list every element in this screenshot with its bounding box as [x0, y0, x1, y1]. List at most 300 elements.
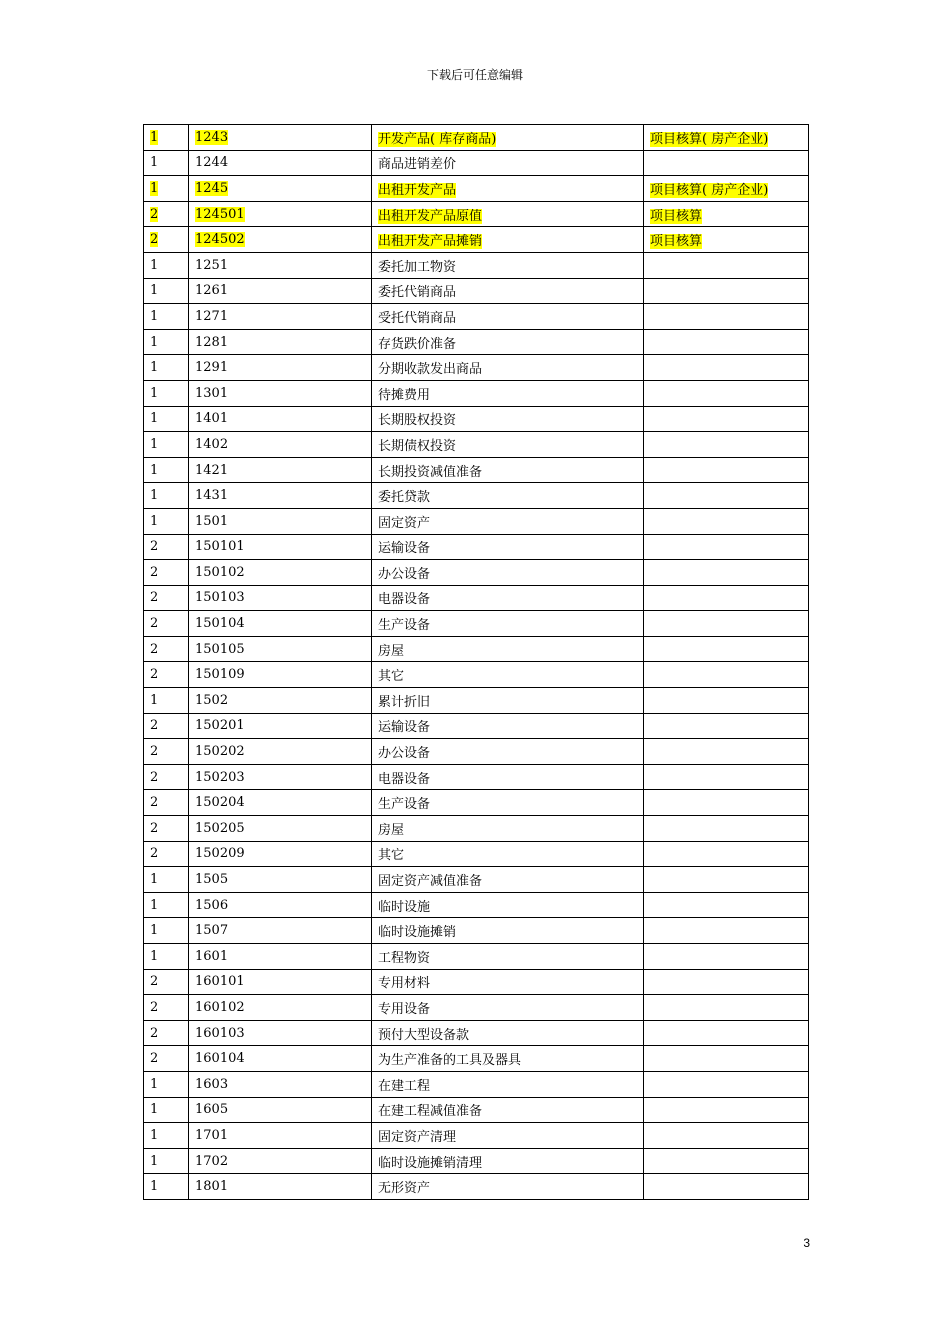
account-note-cell: [644, 329, 809, 355]
account-code-cell: [189, 713, 372, 739]
table-row: [144, 841, 809, 867]
account-code-cell: [189, 867, 372, 893]
table-row: [144, 1123, 809, 1149]
account-level-cell: [144, 483, 189, 509]
table-row: [144, 892, 809, 918]
account-code: 1603: [195, 1076, 229, 1092]
table-row: [144, 1020, 809, 1046]
table-row: [144, 918, 809, 944]
account-level-cell: [144, 304, 189, 330]
account-level-cell: [144, 1123, 189, 1149]
account-code-cell: [189, 201, 372, 227]
account-name-cell: [372, 329, 644, 355]
account-level: 1: [150, 283, 159, 299]
account-note-cell: [644, 1020, 809, 1046]
account-name: 房屋: [378, 643, 405, 659]
account-level: 2: [150, 1051, 159, 1067]
account-code-cell: [189, 483, 372, 509]
account-code: 150202: [195, 744, 245, 760]
account-code: 1301: [195, 385, 229, 401]
account-note-cell: [644, 1097, 809, 1123]
page-number: 3: [803, 1236, 810, 1250]
account-code: 124501: [195, 206, 245, 222]
account-name: 出租开发产品摊销: [378, 234, 483, 250]
account-code-cell: [189, 1148, 372, 1174]
account-level-cell: [144, 585, 189, 611]
table-row: [144, 355, 809, 381]
account-level-cell: [144, 918, 189, 944]
account-name: 固定资产: [378, 515, 431, 531]
account-name-cell: [372, 713, 644, 739]
account-name-cell: [372, 150, 644, 176]
account-level-cell: [144, 227, 189, 253]
account-name-cell: [372, 534, 644, 560]
account-level: 2: [150, 667, 159, 683]
account-name: 受托代销商品: [378, 310, 457, 326]
account-code: 150101: [195, 539, 245, 555]
account-name: 待摊费用: [378, 387, 431, 403]
account-name: 出租开发产品原值: [378, 208, 483, 224]
account-name: 委托贷款: [378, 490, 431, 506]
account-code: 1401: [195, 411, 229, 427]
account-code-cell: [189, 892, 372, 918]
account-note-cell: [644, 1148, 809, 1174]
account-code-cell: [189, 432, 372, 458]
account-note-cell: [644, 483, 809, 509]
account-code-cell: [189, 406, 372, 432]
account-code: 1701: [195, 1127, 229, 1143]
account-note-cell: [644, 227, 809, 253]
account-note-cell: [644, 636, 809, 662]
account-note: 项目核算( 房产企业): [650, 131, 769, 147]
account-name: 出租开发产品: [378, 182, 457, 198]
account-name: 开发产品( 库存商品): [378, 131, 497, 147]
account-code: 1502: [195, 692, 229, 708]
account-level: 1: [150, 360, 159, 376]
table-row: [144, 252, 809, 278]
account-name: 委托代销商品: [378, 285, 457, 301]
account-code-cell: [189, 1046, 372, 1072]
account-name: 运输设备: [378, 720, 431, 736]
account-name-cell: [372, 201, 644, 227]
account-code-cell: [189, 508, 372, 534]
account-code-cell: [189, 1123, 372, 1149]
account-level: 1: [150, 488, 159, 504]
account-name-cell: [372, 278, 644, 304]
account-code-cell: [189, 560, 372, 586]
account-code: 150209: [195, 846, 245, 862]
account-name-cell: [372, 176, 644, 202]
account-code: 1506: [195, 897, 229, 913]
account-name: 临时设施摊销: [378, 925, 457, 941]
account-name-cell: [372, 944, 644, 970]
account-name-cell: [372, 1174, 644, 1200]
account-name-cell: [372, 790, 644, 816]
account-code-cell: [189, 176, 372, 202]
account-level: 1: [150, 155, 159, 171]
account-note-cell: [644, 841, 809, 867]
account-note-cell: [644, 1071, 809, 1097]
account-name: 房屋: [378, 822, 405, 838]
account-level-cell: [144, 278, 189, 304]
account-level-cell: [144, 1020, 189, 1046]
table-row: [144, 534, 809, 560]
account-name-cell: [372, 380, 644, 406]
account-code-cell: [189, 944, 372, 970]
account-name-cell: [372, 867, 644, 893]
table-row: [144, 560, 809, 586]
account-level-cell: [144, 764, 189, 790]
table-row: [144, 969, 809, 995]
account-code: 160103: [195, 1025, 245, 1041]
account-note-cell: [644, 560, 809, 586]
account-level-cell: [144, 611, 189, 637]
account-name: 工程物资: [378, 950, 431, 966]
account-level-cell: [144, 1071, 189, 1097]
account-level-cell: [144, 406, 189, 432]
table-row: [144, 944, 809, 970]
account-level-cell: [144, 688, 189, 714]
account-name: 长期债权投资: [378, 438, 457, 454]
table-row: [144, 176, 809, 202]
account-level-cell: [144, 790, 189, 816]
account-code: 1601: [195, 948, 229, 964]
account-name-cell: [372, 560, 644, 586]
table-row: [144, 1046, 809, 1072]
account-code: 1291: [195, 360, 229, 376]
account-code: 160101: [195, 974, 245, 990]
account-code-cell: [189, 636, 372, 662]
account-code-cell: [189, 688, 372, 714]
table-row: [144, 227, 809, 253]
account-name-cell: [372, 918, 644, 944]
account-name: 无形资产: [378, 1181, 431, 1197]
account-name-cell: [372, 457, 644, 483]
account-level: 1: [150, 1153, 159, 1169]
account-code: 1281: [195, 334, 229, 350]
account-name-cell: [372, 125, 644, 151]
account-note-cell: [644, 739, 809, 765]
account-name-cell: [372, 841, 644, 867]
account-level-cell: [144, 841, 189, 867]
account-note-cell: [644, 380, 809, 406]
table-row: [144, 508, 809, 534]
account-level-cell: [144, 432, 189, 458]
account-level: 2: [150, 974, 159, 990]
account-name: 分期收款发出商品: [378, 362, 483, 378]
account-code: 1261: [195, 283, 229, 299]
account-level-cell: [144, 125, 189, 151]
account-name: 生产设备: [378, 618, 431, 634]
account-note-cell: [644, 278, 809, 304]
account-name: 在建工程减值准备: [378, 1104, 483, 1120]
account-code: 1251: [195, 257, 229, 273]
account-level: 1: [150, 462, 159, 478]
account-level-cell: [144, 355, 189, 381]
table-row: [144, 764, 809, 790]
account-note-cell: [644, 969, 809, 995]
account-level: 1: [150, 948, 159, 964]
table-row: [144, 739, 809, 765]
account-name-cell: [372, 406, 644, 432]
account-name: 办公设备: [378, 746, 431, 762]
account-level: 1: [150, 513, 159, 529]
account-note-cell: [644, 585, 809, 611]
account-level: 2: [150, 641, 159, 657]
table-row: [144, 585, 809, 611]
table-row: [144, 867, 809, 893]
account-level: 2: [150, 795, 159, 811]
account-note-cell: [644, 764, 809, 790]
account-note-cell: [644, 944, 809, 970]
account-level: 2: [150, 590, 159, 606]
account-level-cell: [144, 816, 189, 842]
table-row: [144, 1071, 809, 1097]
account-code-cell: [189, 1174, 372, 1200]
account-level-cell: [144, 969, 189, 995]
account-code: 124502: [195, 232, 245, 248]
account-code: 1702: [195, 1153, 229, 1169]
account-code: 1402: [195, 436, 229, 452]
account-name-cell: [372, 252, 644, 278]
account-name-cell: [372, 483, 644, 509]
table-row: [144, 995, 809, 1021]
account-code: 1501: [195, 513, 229, 529]
account-level: 1: [150, 1127, 159, 1143]
account-level-cell: [144, 380, 189, 406]
account-note-cell: [644, 304, 809, 330]
account-name: 运输设备: [378, 541, 431, 557]
account-code: 160102: [195, 999, 245, 1015]
account-name-cell: [372, 816, 644, 842]
account-level-cell: [144, 560, 189, 586]
account-name-cell: [372, 662, 644, 688]
account-note-cell: [644, 918, 809, 944]
account-note-cell: [644, 457, 809, 483]
account-code-cell: [189, 995, 372, 1021]
account-level-cell: [144, 1174, 189, 1200]
account-note-cell: [644, 355, 809, 381]
account-level-cell: [144, 508, 189, 534]
account-name: 长期投资减值准备: [378, 464, 483, 480]
account-level: 2: [150, 1025, 159, 1041]
account-note-cell: [644, 662, 809, 688]
account-table-body: [144, 125, 809, 1200]
table-row: [144, 483, 809, 509]
account-name: 电器设备: [378, 592, 431, 608]
account-level: 1: [150, 436, 159, 452]
account-level-cell: [144, 1097, 189, 1123]
account-code: 1271: [195, 308, 229, 324]
table-row: [144, 662, 809, 688]
account-name-cell: [372, 969, 644, 995]
account-note-cell: [644, 508, 809, 534]
account-code: 1243: [195, 129, 229, 145]
account-code: 1507: [195, 923, 229, 939]
table-row: [144, 611, 809, 637]
account-note-cell: [644, 150, 809, 176]
account-code: 150203: [195, 769, 245, 785]
table-row: [144, 329, 809, 355]
account-code-cell: [189, 304, 372, 330]
account-level: 1: [150, 308, 159, 324]
account-level-cell: [144, 662, 189, 688]
account-code-cell: [189, 1097, 372, 1123]
account-code-cell: [189, 739, 372, 765]
account-code-cell: [189, 1020, 372, 1046]
account-level-cell: [144, 892, 189, 918]
account-name: 专用材料: [378, 976, 431, 992]
account-name: 商品进销差价: [378, 157, 457, 173]
account-level-cell: [144, 176, 189, 202]
account-level: 1: [150, 897, 159, 913]
account-level-cell: [144, 150, 189, 176]
account-name-cell: [372, 1148, 644, 1174]
account-code: 1245: [195, 180, 229, 196]
account-name: 其它: [378, 669, 405, 685]
account-code-cell: [189, 457, 372, 483]
account-level-cell: [144, 713, 189, 739]
account-note-cell: [644, 816, 809, 842]
table-row: [144, 432, 809, 458]
account-level: 1: [150, 923, 159, 939]
account-level-cell: [144, 252, 189, 278]
account-name: 固定资产减值准备: [378, 874, 483, 890]
account-name: 其它: [378, 848, 405, 864]
account-name-cell: [372, 508, 644, 534]
account-level-cell: [144, 534, 189, 560]
account-name-cell: [372, 1097, 644, 1123]
account-name-cell: [372, 739, 644, 765]
account-code-cell: [189, 252, 372, 278]
account-code: 1605: [195, 1102, 229, 1118]
account-note-cell: [644, 252, 809, 278]
account-level: 2: [150, 769, 159, 785]
account-name-cell: [372, 227, 644, 253]
account-name: 生产设备: [378, 797, 431, 813]
account-code: 1244: [195, 155, 229, 171]
account-code-cell: [189, 585, 372, 611]
account-name: 专用设备: [378, 1001, 431, 1017]
account-code: 150204: [195, 795, 245, 811]
account-code: 150102: [195, 564, 245, 580]
account-table: [143, 124, 809, 1200]
account-level: 1: [150, 1179, 159, 1195]
account-code: 150103: [195, 590, 245, 606]
table-row: [144, 406, 809, 432]
account-level-cell: [144, 995, 189, 1021]
account-note-cell: [644, 611, 809, 637]
account-note-cell: [644, 995, 809, 1021]
account-level: 2: [150, 846, 159, 862]
account-code-cell: [189, 355, 372, 381]
account-code: 160104: [195, 1051, 245, 1067]
account-note-cell: [644, 1174, 809, 1200]
account-note-cell: [644, 1046, 809, 1072]
account-name: 临时设施摊销清理: [378, 1155, 483, 1171]
account-code: 150201: [195, 718, 245, 734]
account-level: 2: [150, 232, 159, 248]
account-name: 为生产准备的工具及器具: [378, 1053, 522, 1069]
account-code-cell: [189, 1071, 372, 1097]
account-level: 2: [150, 539, 159, 555]
account-note: 项目核算( 房产企业): [650, 182, 769, 198]
account-name-cell: [372, 611, 644, 637]
account-level: 1: [150, 129, 159, 145]
account-code: 1801: [195, 1179, 229, 1195]
page-header: 下载后可任意编辑: [426, 68, 523, 82]
account-code: 1505: [195, 872, 229, 888]
table-row: [144, 1097, 809, 1123]
account-code-cell: [189, 278, 372, 304]
table-row: [144, 125, 809, 151]
account-name-cell: [372, 688, 644, 714]
account-name-cell: [372, 636, 644, 662]
account-level-cell: [144, 867, 189, 893]
account-code-cell: [189, 125, 372, 151]
account-name: 固定资产清理: [378, 1129, 457, 1145]
table-row: [144, 457, 809, 483]
account-code-cell: [189, 918, 372, 944]
account-code-cell: [189, 764, 372, 790]
account-level: 2: [150, 999, 159, 1015]
account-level-cell: [144, 1148, 189, 1174]
table-row: [144, 790, 809, 816]
account-note-cell: [644, 534, 809, 560]
account-code: 150104: [195, 616, 245, 632]
account-level: 2: [150, 744, 159, 760]
account-level-cell: [144, 944, 189, 970]
account-note-cell: [644, 1123, 809, 1149]
account-level: 2: [150, 820, 159, 836]
account-note: 项目核算: [650, 234, 703, 250]
table-row: [144, 636, 809, 662]
table-row: [144, 380, 809, 406]
account-name-cell: [372, 1071, 644, 1097]
table-row: [144, 816, 809, 842]
account-name: 电器设备: [378, 771, 431, 787]
account-name: 在建工程: [378, 1078, 431, 1094]
account-level-cell: [144, 636, 189, 662]
account-level: 1: [150, 692, 159, 708]
account-code: 150105: [195, 641, 245, 657]
account-code-cell: [189, 150, 372, 176]
table-row: [144, 201, 809, 227]
account-name: 累计折旧: [378, 694, 431, 710]
account-note: 项目核算: [650, 208, 703, 224]
account-code: 150205: [195, 820, 245, 836]
account-code-cell: [189, 816, 372, 842]
account-name-cell: [372, 995, 644, 1021]
account-name-cell: [372, 892, 644, 918]
account-code-cell: [189, 534, 372, 560]
table-row: [144, 688, 809, 714]
account-level-cell: [144, 1046, 189, 1072]
account-name-cell: [372, 1020, 644, 1046]
table-row: [144, 1148, 809, 1174]
account-name: 预付大型设备款: [378, 1027, 470, 1043]
account-code-cell: [189, 841, 372, 867]
account-level: 1: [150, 411, 159, 427]
account-name: 办公设备: [378, 566, 431, 582]
account-name-cell: [372, 585, 644, 611]
table-row: [144, 713, 809, 739]
account-note-cell: [644, 176, 809, 202]
account-level: 1: [150, 334, 159, 350]
account-name: 委托加工物资: [378, 259, 457, 275]
account-name-cell: [372, 304, 644, 330]
table-row: [144, 304, 809, 330]
